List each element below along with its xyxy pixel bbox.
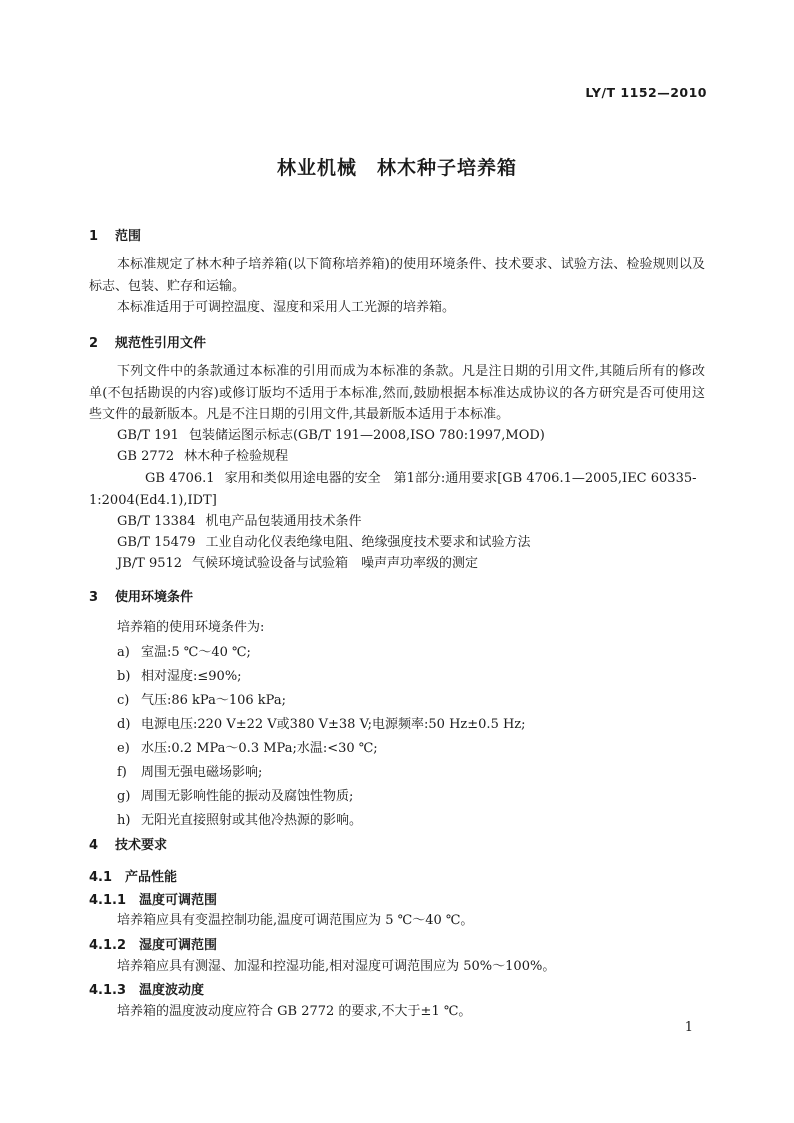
reference-code: GB/T 15479 (117, 535, 196, 550)
list-item (117, 665, 242, 684)
list-item (117, 761, 262, 780)
clause-title: 温度波动度 (139, 983, 205, 998)
reference-code: JB/T 9512 (117, 556, 183, 571)
clause-4-1-3-heading (89, 979, 204, 998)
list-item (117, 713, 526, 732)
document-title: 林业机械 林木种子培养箱 (276, 157, 517, 179)
list-marker: a) (117, 645, 130, 660)
subsection-title: 产品性能 (125, 870, 178, 885)
reference-item (89, 468, 705, 511)
section-number: 1 (89, 229, 99, 244)
list-item (117, 785, 353, 804)
subsection-4-1-heading (89, 866, 177, 885)
reference-item (89, 553, 705, 575)
list-marker: c) (117, 693, 130, 708)
section-1-heading (89, 225, 141, 244)
section-title: 技术要求 (115, 838, 168, 853)
list-marker: b) (117, 669, 131, 684)
section-2-heading (89, 332, 206, 351)
list-text: 周围无强电磁场影响; (141, 765, 263, 780)
standard-number: LY/T 1152—2010 (585, 85, 707, 100)
list-item (117, 689, 286, 708)
section-2-paragraph-1: 下列文件中的条款通过本标准的引用而成为本标准的条款。凡是注日期的引用文件,其随后所有的修改单(不包括勘误的内容)或修订版均不适用于本标准,然而,鼓励根据本标准达成协议的各方研究是否可使用这些文件的最新版本。凡是不注日期的引用文件,其最新版本适用于本标准。 (89, 364, 705, 422)
section-3-intro: 培养箱的使用环境条件为: (117, 620, 265, 635)
clause-4-1-2-heading (89, 934, 217, 953)
list-text: 相对湿度:≤90%; (141, 669, 242, 684)
list-text: 室温:5 ℃～40 ℃; (141, 645, 251, 660)
reference-title: 家用和类似用途电器的安全 第1部分:通用要求[GB 4706.1—2005,IEC 60335-1:2004(Ed4.1),IDT] (89, 471, 697, 508)
list-text: 无阳光直接照射或其他冷热源的影响。 (141, 813, 363, 828)
clause-4-1-1-text: 培养箱应具有变温控制功能,温度可调范围应为 5 ℃～40 ℃。 (117, 913, 474, 928)
section-title: 使用环境条件 (115, 590, 194, 605)
section-title: 规范性引用文件 (115, 336, 207, 351)
clause-title: 温度可调范围 (139, 893, 218, 908)
reference-title: 包装储运图示标志(GB/T 191—2008,ISO 780:1997,MOD) (188, 428, 545, 443)
list-marker: f) (117, 765, 127, 780)
list-marker: d) (117, 717, 131, 732)
list-marker: h) (117, 813, 131, 828)
clause-title: 湿度可调范围 (139, 938, 218, 953)
clause-4-1-2-text: 培养箱应具有测湿、加湿和控湿功能,相对湿度可调范围应为 50%～100%。 (117, 959, 556, 974)
clause-number: 4.1.3 (89, 983, 127, 998)
section-number: 2 (89, 336, 99, 351)
reference-item (89, 446, 705, 468)
page-number: 1 (684, 1020, 693, 1035)
list-text: 气压:86 kPa～106 kPa; (141, 693, 286, 708)
clause-4-1-3-text: 培养箱的温度波动度应符合 GB 2772 的要求,不大于±1 ℃。 (117, 1004, 472, 1019)
list-item (117, 641, 251, 660)
reference-title: 机电产品包装通用技术条件 (205, 514, 362, 529)
reference-item (89, 532, 705, 554)
reference-title: 工业自动化仪表绝缘电阻、绝缘强度技术要求和试验方法 (205, 535, 531, 550)
clause-number: 4.1.2 (89, 938, 127, 953)
list-marker: g) (117, 789, 131, 804)
section-1-paragraph-2: 本标准适用于可调控温度、湿度和采用人工光源的培养箱。 (117, 300, 456, 315)
list-item (117, 809, 362, 828)
section-3-heading (89, 586, 193, 605)
list-marker: e) (117, 741, 130, 756)
reference-code: GB 4706.1 (145, 471, 215, 486)
reference-item (89, 425, 705, 447)
section-number: 3 (89, 590, 99, 605)
reference-code: GB/T 191 (117, 428, 179, 443)
section-number: 4 (89, 838, 99, 853)
reference-title: 林木种子检验规程 (184, 449, 289, 464)
list-text: 水压:0.2 MPa～0.3 MPa;水温:<30 ℃; (141, 741, 378, 756)
section-title: 范围 (115, 229, 142, 244)
subsection-number: 4.1 (89, 870, 113, 885)
reference-code: GB/T 13384 (117, 514, 196, 529)
list-text: 周围无影响性能的振动及腐蚀性物质; (141, 789, 354, 804)
reference-code: GB 2772 (117, 449, 175, 464)
reference-title: 气候环境试验设备与试验箱 噪声声功率级的测定 (192, 556, 479, 571)
section-1-paragraph-1: 本标准规定了林木种子培养箱(以下简称培养箱)的使用环境条件、技术要求、试验方法、检验规则以及标志、包装、贮存和运输。 (89, 257, 705, 294)
reference-item (89, 511, 705, 533)
list-text: 电源电压:220 V±22 V或380 V±38 V;电源频率:50 Hz±0.5 Hz; (141, 717, 526, 732)
section-4-heading (89, 834, 167, 853)
list-item (117, 737, 378, 756)
clause-4-1-1-heading (89, 889, 217, 908)
clause-number: 4.1.1 (89, 893, 127, 908)
